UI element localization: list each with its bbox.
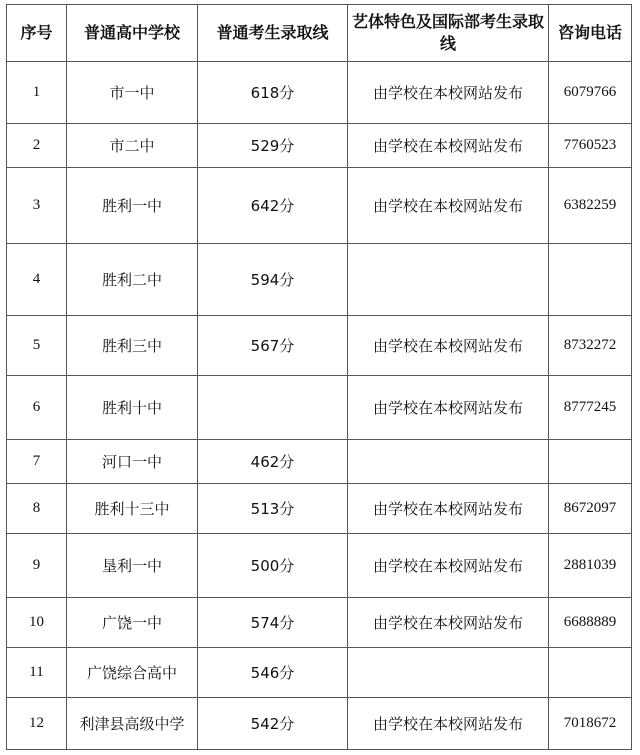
cell-art-intl-score	[348, 440, 549, 484]
cell-school: 广饶综合高中	[67, 648, 198, 698]
table-row	[7, 244, 632, 316]
cell-general-score: 642分	[198, 168, 348, 244]
cell-phone	[549, 440, 632, 484]
cell-general-score: 574分	[198, 598, 348, 648]
table-row	[7, 168, 632, 244]
table-row	[7, 484, 632, 534]
cell-general-score: 567分	[198, 316, 348, 376]
cell-phone	[549, 244, 632, 316]
cell-school: 广饶一中	[67, 598, 198, 648]
table-row	[7, 124, 632, 168]
cell-phone: 7760523	[549, 124, 632, 168]
header-row	[7, 5, 632, 62]
cell-general-score: 546分	[198, 648, 348, 698]
cell-idx: 12	[7, 698, 67, 750]
cell-general-score: 513分	[198, 484, 348, 534]
cell-school: 河口一中	[67, 440, 198, 484]
cell-general-score: 529分	[198, 124, 348, 168]
cell-art-intl-score	[348, 244, 549, 316]
cell-art-intl-score: 由学校在本校网站发布	[348, 534, 549, 598]
cell-phone: 6382259	[549, 168, 632, 244]
cell-art-intl-score: 由学校在本校网站发布	[348, 484, 549, 534]
cell-idx: 6	[7, 376, 67, 440]
cell-phone: 8732272	[549, 316, 632, 376]
table-row	[7, 316, 632, 376]
table-row	[7, 534, 632, 598]
admission-score-table	[6, 4, 632, 750]
cell-school: 市一中	[67, 62, 198, 124]
cell-idx: 7	[7, 440, 67, 484]
cell-art-intl-score: 由学校在本校网站发布	[348, 62, 549, 124]
header-phone: 咨询电话	[549, 5, 632, 62]
cell-phone: 6688889	[549, 598, 632, 648]
cell-idx: 2	[7, 124, 67, 168]
table-row	[7, 648, 632, 698]
table-row	[7, 598, 632, 648]
cell-school: 胜利三中	[67, 316, 198, 376]
cell-idx: 3	[7, 168, 67, 244]
cell-general-score: 618分	[198, 62, 348, 124]
table-row	[7, 376, 632, 440]
cell-school: 市二中	[67, 124, 198, 168]
cell-idx: 8	[7, 484, 67, 534]
cell-idx: 10	[7, 598, 67, 648]
cell-idx: 5	[7, 316, 67, 376]
cell-idx: 4	[7, 244, 67, 316]
cell-phone: 8672097	[549, 484, 632, 534]
cell-school: 胜利十中	[67, 376, 198, 440]
cell-art-intl-score: 由学校在本校网站发布	[348, 168, 549, 244]
cell-phone: 6079766	[549, 62, 632, 124]
cell-general-score: 594分	[198, 244, 348, 316]
header-art-intl-score: 艺体特色及国际部考生录取线	[348, 5, 549, 62]
cell-art-intl-score: 由学校在本校网站发布	[348, 698, 549, 750]
cell-phone: 7018672	[549, 698, 632, 750]
cell-idx: 11	[7, 648, 67, 698]
cell-art-intl-score	[348, 648, 549, 698]
cell-general-score: 462分	[198, 440, 348, 484]
header-general-score: 普通考生录取线	[198, 5, 348, 62]
cell-general-score: 500分	[198, 534, 348, 598]
cell-art-intl-score: 由学校在本校网站发布	[348, 124, 549, 168]
table-row	[7, 62, 632, 124]
table-header	[7, 5, 632, 62]
cell-phone	[549, 648, 632, 698]
cell-phone: 2881039	[549, 534, 632, 598]
cell-phone: 8777245	[549, 376, 632, 440]
cell-idx: 9	[7, 534, 67, 598]
cell-school: 胜利十三中	[67, 484, 198, 534]
cell-art-intl-score: 由学校在本校网站发布	[348, 316, 549, 376]
cell-general-score	[198, 376, 348, 440]
cell-school: 胜利二中	[67, 244, 198, 316]
cell-school: 胜利一中	[67, 168, 198, 244]
cell-general-score: 542分	[198, 698, 348, 750]
cell-school: 垦利一中	[67, 534, 198, 598]
cell-art-intl-score: 由学校在本校网站发布	[348, 598, 549, 648]
table-row	[7, 440, 632, 484]
header-school: 普通高中学校	[67, 5, 198, 62]
header-idx: 序号	[7, 5, 67, 62]
cell-art-intl-score: 由学校在本校网站发布	[348, 376, 549, 440]
cell-school: 利津县高级中学	[67, 698, 198, 750]
table-row	[7, 698, 632, 750]
table-body	[7, 62, 632, 750]
cell-idx: 1	[7, 62, 67, 124]
